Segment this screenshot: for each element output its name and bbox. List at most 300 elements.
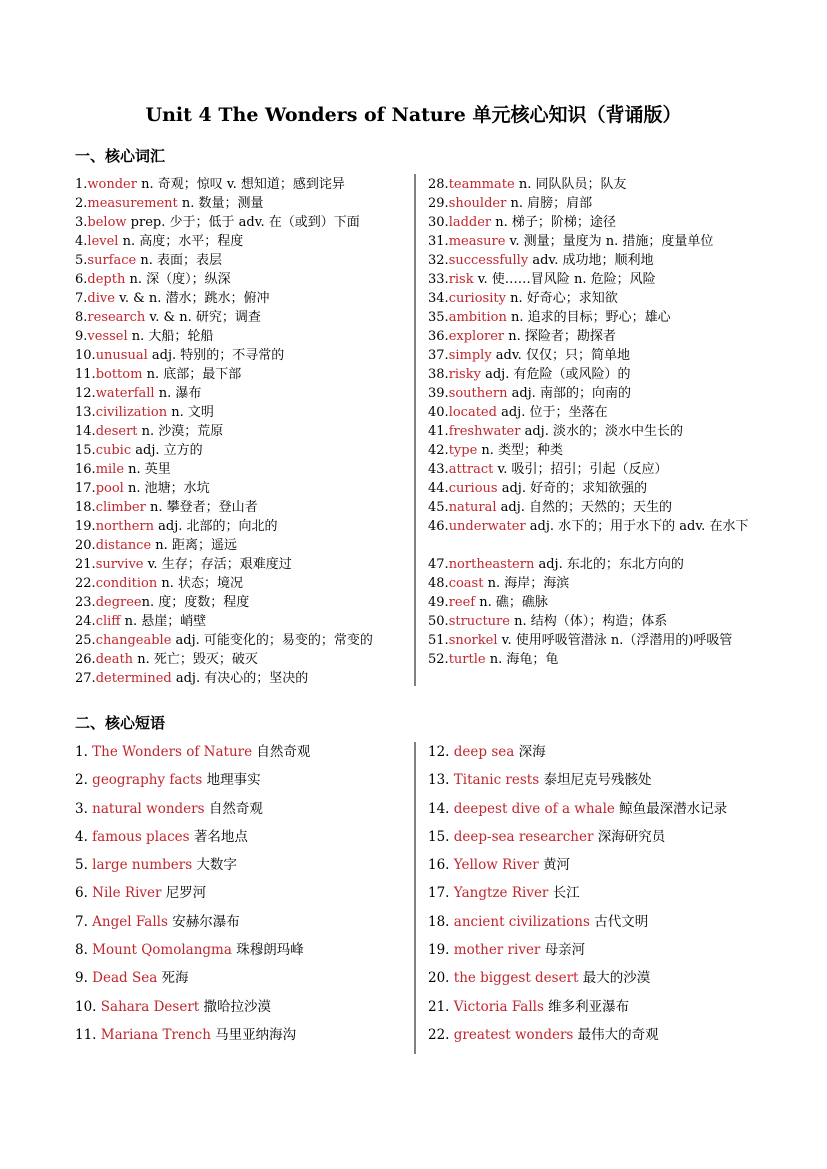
vocab-definition: adj. 可能变化的；易变的；常变的 xyxy=(171,633,373,648)
vocab-definition: n. 死亡；毁灭；破灭 xyxy=(133,652,258,667)
vocab-definition: n. 距离；遥远 xyxy=(151,538,237,553)
vocab-definition: v. 使用呼吸管潜泳 n.（浮潜用的)呼吸管 xyxy=(497,633,733,648)
item-number: 48. xyxy=(428,576,449,591)
vocab-item xyxy=(75,555,410,574)
vocab-item xyxy=(75,213,410,232)
vocab-definition: adj. 有决心的；坚决的 xyxy=(171,671,309,686)
vocab-definition: adj. 南部的；向南的 xyxy=(507,386,631,401)
vocab-column-left xyxy=(75,175,410,688)
vocab-word: freshwater xyxy=(448,424,521,439)
vocab-item xyxy=(75,175,410,194)
vocab-word: shoulder xyxy=(448,196,507,211)
vocab-definition: adj. 北部的；向北的 xyxy=(153,519,278,534)
vocab-word: risk xyxy=(448,272,474,287)
vocab-word: northern xyxy=(95,519,154,534)
item-number: 5. xyxy=(75,253,88,268)
vocab-word: teammate xyxy=(448,177,515,192)
vocab-item xyxy=(428,327,758,346)
column-divider xyxy=(414,174,416,686)
vocab-word: ladder xyxy=(448,215,492,230)
item-number: 24. xyxy=(75,614,96,629)
vocab-word: southern xyxy=(448,386,508,401)
vocab-word: type xyxy=(448,443,478,458)
item-number: 10. xyxy=(75,348,96,363)
phrase-meaning: 撒哈拉沙漠 xyxy=(199,998,272,1015)
vocab-word: level xyxy=(87,234,119,249)
vocab-word: explorer xyxy=(448,329,505,344)
phrase-item xyxy=(75,997,410,1025)
phrase-item xyxy=(75,883,410,911)
vocab-word: condition xyxy=(95,576,158,591)
vocab-item xyxy=(428,175,758,194)
phrase-column-left xyxy=(75,742,410,1053)
vocab-word: survive xyxy=(95,557,144,572)
vocab-word: death xyxy=(95,652,134,667)
item-number: 43. xyxy=(428,462,449,477)
vocab-word: mile xyxy=(95,462,125,477)
vocab-definition: n. 攀登者；登山者 xyxy=(145,500,258,515)
item-number: 38. xyxy=(428,367,449,382)
phrase-text: Mariana Trench xyxy=(100,1026,211,1043)
vocab-definition: n. 海岸；海滨 xyxy=(483,576,570,591)
vocab-definition: n. 沙漠；荒原 xyxy=(137,424,224,439)
vocab-item xyxy=(428,612,758,631)
item-number: 17. xyxy=(75,481,96,496)
vocab-item xyxy=(428,289,758,308)
vocab-item xyxy=(428,308,758,327)
vocab-word: cubic xyxy=(95,443,132,458)
phrase-text: Sahara Desert xyxy=(100,998,200,1015)
vocab-definition: adv. 成功地；顺利地 xyxy=(528,253,654,268)
vocab-definition: n. 底部；最下部 xyxy=(142,367,242,382)
item-number: 42. xyxy=(428,443,449,458)
phrase-item xyxy=(75,742,410,770)
vocab-definition: n. 高度；水平；程度 xyxy=(118,234,244,249)
phrase-meaning: 安赫尔瀑布 xyxy=(167,913,240,930)
vocab-item xyxy=(428,270,758,289)
vocab-definition: n. 礁；礁脉 xyxy=(475,595,548,610)
item-number: 32. xyxy=(428,253,449,268)
vocab-item xyxy=(75,479,410,498)
vocab-definition: adj. 水下的；用于水下的 adv. 在水下 xyxy=(525,519,749,534)
phrase-meaning: 著名地点 xyxy=(189,828,248,845)
vocab-definition: n. 结构（体）；构造；体系 xyxy=(509,614,668,629)
item-number: 11. xyxy=(75,1026,101,1043)
vocab-item xyxy=(428,213,758,232)
vocab-item xyxy=(428,574,758,593)
phrase-item xyxy=(428,940,758,968)
phrase-item xyxy=(428,742,758,770)
vocab-definition: n. 肩膀；肩部 xyxy=(506,196,593,211)
phrase-meaning: 地理事实 xyxy=(202,772,261,789)
phrase-meaning: 自然奇观 xyxy=(204,800,263,817)
phrase-item xyxy=(428,912,758,940)
vocab-item xyxy=(428,232,758,251)
vocab-definition: v. & n. 研究；调查 xyxy=(145,310,261,325)
vocab-item xyxy=(75,650,410,669)
phrase-text: deep-sea researcher xyxy=(453,828,594,845)
vocab-item xyxy=(428,460,758,479)
item-number: 8. xyxy=(75,942,93,959)
phrase-text: deep sea xyxy=(453,744,515,760)
vocab-word: surface xyxy=(87,253,137,268)
vocab-definition: adj. 好奇的；求知欲强的 xyxy=(497,481,648,496)
vocab-definition: n. 英里 xyxy=(124,462,171,477)
vocab-item xyxy=(75,631,410,650)
vocab-word: research xyxy=(87,310,146,325)
item-number: 15. xyxy=(428,828,454,845)
item-number: 17. xyxy=(428,885,454,902)
phrase-text: geography facts xyxy=(92,772,203,789)
phrase-text: Nile River xyxy=(92,885,162,902)
vocab-definition: v. 生存；存活；艰难度过 xyxy=(143,557,292,572)
phrase-text: famous places xyxy=(92,828,190,845)
vocab-definition: n. 度；度数；程度 xyxy=(141,595,250,610)
vocab-definition: adj. 位于；坐落在 xyxy=(496,405,608,420)
phrase-meaning: 泰坦尼克号残骸处 xyxy=(539,772,652,789)
vocab-item xyxy=(428,403,758,422)
item-number: 14. xyxy=(428,800,454,817)
vocab-definition: n. 探险者；勘探者 xyxy=(504,329,616,344)
phrase-item xyxy=(75,968,410,996)
vocab-word: reef xyxy=(448,595,476,610)
phrase-text: natural wonders xyxy=(92,800,205,817)
vocab-item xyxy=(428,517,758,555)
item-number: 3. xyxy=(75,215,88,230)
phrase-text: Yellow River xyxy=(453,857,539,874)
phrase-text: Titanic rests xyxy=(453,772,540,789)
vocab-definition: n. 深（度）；纵深 xyxy=(125,272,231,287)
phrase-item xyxy=(428,855,758,883)
item-number: 50. xyxy=(428,614,449,629)
vocab-item xyxy=(75,270,410,289)
item-number: 1. xyxy=(75,744,93,760)
item-number: 13. xyxy=(428,772,454,789)
phrase-text: the biggest desert xyxy=(453,970,579,987)
column-divider xyxy=(414,742,416,1054)
vocab-item xyxy=(428,441,758,460)
item-number: 20. xyxy=(75,538,96,553)
item-number: 28. xyxy=(428,177,449,192)
phrase-text: ancient civilizations xyxy=(453,913,590,930)
vocab-word: waterfall xyxy=(95,386,155,401)
item-number: 16. xyxy=(75,462,96,477)
vocab-definition: n. 文明 xyxy=(167,405,214,420)
item-number: 9. xyxy=(75,970,93,987)
vocab-word: northeastern xyxy=(448,557,535,572)
vocab-item xyxy=(75,194,410,213)
phrase-text: Yangtze River xyxy=(453,885,549,902)
vocab-word: located xyxy=(448,405,497,420)
item-number: 2. xyxy=(75,772,93,789)
vocab-word: simply xyxy=(448,348,492,363)
vocab-word: desert xyxy=(95,424,138,439)
vocab-definition: adj. 特别的；不寻常的 xyxy=(147,348,285,363)
vocab-item xyxy=(75,460,410,479)
section-heading-phrases: 二、核心短语 xyxy=(75,714,166,732)
vocab-column-right xyxy=(428,175,758,669)
vocab-definition: n. 追求的目标；野心；雄心 xyxy=(506,310,671,325)
item-number: 21. xyxy=(75,557,96,572)
vocab-item xyxy=(428,631,758,650)
item-number: 31. xyxy=(428,234,449,249)
item-number: 20. xyxy=(428,970,454,987)
phrase-column-right xyxy=(428,742,758,1053)
phrase-meaning: 鲸鱼最深潜水记录 xyxy=(614,800,728,817)
vocab-definition: n. 梯子；阶梯；途径 xyxy=(491,215,616,230)
vocab-word: dive xyxy=(87,291,115,306)
phrase-meaning: 长江 xyxy=(548,885,580,902)
item-number: 18. xyxy=(428,913,454,930)
item-number: 14. xyxy=(75,424,96,439)
vocab-item xyxy=(75,308,410,327)
vocab-item xyxy=(75,346,410,365)
vocab-item xyxy=(428,650,758,669)
vocab-item xyxy=(428,555,758,574)
vocab-word: ambition xyxy=(448,310,507,325)
item-number: 44. xyxy=(428,481,449,496)
vocab-word: degree xyxy=(95,595,142,610)
item-number: 51. xyxy=(428,633,449,648)
item-number: 46. xyxy=(428,519,449,534)
item-number: 26. xyxy=(75,652,96,667)
phrase-text: Dead Sea xyxy=(92,970,158,987)
item-number: 7. xyxy=(75,913,93,930)
vocab-word: wonder xyxy=(87,177,137,192)
phrase-meaning: 深海 xyxy=(514,744,546,760)
item-number: 9. xyxy=(75,329,88,344)
vocab-word: unusual xyxy=(95,348,148,363)
vocab-definition: n. 表面；表层 xyxy=(136,253,222,268)
section-heading-vocab: 一、核心词汇 xyxy=(75,147,166,165)
phrase-text: mother river xyxy=(453,942,541,959)
vocab-item xyxy=(75,422,410,441)
vocab-word: structure xyxy=(448,614,510,629)
vocab-item xyxy=(428,384,758,403)
vocab-definition: v. 测量；量度为 n. 措施；度量单位 xyxy=(505,234,714,249)
vocab-item xyxy=(75,574,410,593)
phrase-meaning: 最大的沙漠 xyxy=(578,970,651,987)
item-number: 12. xyxy=(428,744,454,760)
vocab-word: bottom xyxy=(95,367,143,382)
phrase-item xyxy=(75,940,410,968)
phrase-item xyxy=(428,883,758,911)
item-number: 8. xyxy=(75,310,88,325)
item-number: 41. xyxy=(428,424,449,439)
vocab-word: below xyxy=(87,215,127,230)
vocab-item xyxy=(428,593,758,612)
item-number: 34. xyxy=(428,291,449,306)
vocab-word: vessel xyxy=(87,329,128,344)
item-number: 5. xyxy=(75,857,93,874)
vocab-definition: n. 悬崖；峭壁 xyxy=(120,614,207,629)
vocab-item xyxy=(75,232,410,251)
item-number: 10. xyxy=(75,998,101,1015)
item-number: 1. xyxy=(75,177,88,192)
vocab-word: determined xyxy=(95,671,172,686)
vocab-word: civilization xyxy=(95,405,168,420)
vocab-word: attract xyxy=(448,462,494,477)
vocab-definition: adj. 有危险（或风险）的 xyxy=(480,367,631,382)
phrase-text: Angel Falls xyxy=(92,913,168,930)
vocab-word: curiosity xyxy=(448,291,506,306)
vocab-item xyxy=(428,365,758,384)
vocab-item xyxy=(75,612,410,631)
phrase-item xyxy=(75,827,410,855)
item-number: 15. xyxy=(75,443,96,458)
phrase-item xyxy=(428,997,758,1025)
vocab-item xyxy=(75,289,410,308)
item-number: 27. xyxy=(75,671,96,686)
vocab-word: climber xyxy=(95,500,146,515)
item-number: 4. xyxy=(75,234,88,249)
phrase-meaning: 黄河 xyxy=(538,857,570,874)
phrase-meaning: 母亲河 xyxy=(540,942,586,959)
vocab-definition: n. 类型；种类 xyxy=(477,443,564,458)
vocab-item xyxy=(75,327,410,346)
phrase-meaning: 大数字 xyxy=(192,857,237,874)
item-number: 4. xyxy=(75,828,93,845)
vocab-word: curious xyxy=(448,481,498,496)
phrase-item xyxy=(428,1025,758,1053)
phrase-item xyxy=(75,912,410,940)
vocab-word: risky xyxy=(448,367,481,382)
page-title: Unit 4 The Wonders of Nature 单元核心知识（背诵版） xyxy=(145,104,682,126)
vocab-definition: prep. 少于；低于 adv. 在（或到）下面 xyxy=(126,215,360,230)
item-number: 36. xyxy=(428,329,449,344)
phrase-item xyxy=(75,855,410,883)
phrase-text: Victoria Falls xyxy=(453,998,544,1015)
vocab-item xyxy=(428,479,758,498)
phrase-item xyxy=(75,799,410,827)
item-number: 18. xyxy=(75,500,96,515)
item-number: 25. xyxy=(75,633,96,648)
item-number: 19. xyxy=(75,519,96,534)
phrase-meaning: 自然奇观 xyxy=(252,744,311,760)
vocab-word: depth xyxy=(87,272,126,287)
phrase-meaning: 维多利亚瀑布 xyxy=(543,998,630,1015)
item-number: 16. xyxy=(428,857,454,874)
phrase-meaning: 死海 xyxy=(157,970,189,987)
vocab-word: turtle xyxy=(448,652,486,667)
item-number: 30. xyxy=(428,215,449,230)
item-number: 2. xyxy=(75,196,88,211)
phrase-item xyxy=(75,1025,410,1053)
vocab-item xyxy=(428,194,758,213)
item-number: 6. xyxy=(75,272,88,287)
vocab-definition: n. 海龟；龟 xyxy=(485,652,559,667)
phrase-item xyxy=(428,799,758,827)
item-number: 45. xyxy=(428,500,449,515)
vocab-item xyxy=(75,403,410,422)
vocab-word: snorkel xyxy=(448,633,498,648)
vocab-item xyxy=(75,669,410,688)
phrase-item xyxy=(428,968,758,996)
vocab-definition: n. 大船；轮船 xyxy=(127,329,214,344)
item-number: 49. xyxy=(428,595,449,610)
vocab-word: measurement xyxy=(87,196,178,211)
phrase-text: Mount Qomolangma xyxy=(92,942,232,959)
item-number: 11. xyxy=(75,367,96,382)
vocab-definition: v. 吸引；招引；引起（反应） xyxy=(493,462,668,477)
item-number: 39. xyxy=(428,386,449,401)
vocab-definition: adv. 仅仅；只；简单地 xyxy=(491,348,630,363)
item-number: 12. xyxy=(75,386,96,401)
item-number: 19. xyxy=(428,942,454,959)
vocab-definition: n. 同队队员；队友 xyxy=(514,177,627,192)
vocab-definition: v. 使……冒风险 n. 危险；风险 xyxy=(473,272,656,287)
phrase-item xyxy=(428,827,758,855)
vocab-definition: v. & n. 潜水；跳水；俯冲 xyxy=(114,291,270,306)
item-number: 21. xyxy=(428,998,454,1015)
vocab-definition: n. 状态；境况 xyxy=(157,576,244,591)
phrase-meaning: 深海研究员 xyxy=(593,828,666,845)
item-number: 29. xyxy=(428,196,449,211)
vocab-item xyxy=(75,384,410,403)
vocab-item xyxy=(75,365,410,384)
phrase-item xyxy=(75,770,410,798)
phrase-meaning: 珠穆朗玛峰 xyxy=(231,942,304,959)
vocab-word: distance xyxy=(95,538,152,553)
item-number: 7. xyxy=(75,291,88,306)
vocab-item xyxy=(75,498,410,517)
vocab-word: successfully xyxy=(448,253,529,268)
vocab-word: cliff xyxy=(95,614,121,629)
item-number: 35. xyxy=(428,310,449,325)
vocab-definition: n. 池塘；水坑 xyxy=(123,481,210,496)
item-number: 23. xyxy=(75,595,96,610)
vocab-word: pool xyxy=(95,481,124,496)
vocab-item xyxy=(428,422,758,441)
item-number: 3. xyxy=(75,800,93,817)
phrase-text: greatest wonders xyxy=(453,1026,574,1043)
vocab-item xyxy=(75,536,410,555)
phrase-text: large numbers xyxy=(92,857,193,874)
vocab-word: natural xyxy=(448,500,497,515)
vocab-definition: adj. 东北的；东北方向的 xyxy=(534,557,684,572)
vocab-word: measure xyxy=(448,234,506,249)
vocab-item xyxy=(428,346,758,365)
vocab-item xyxy=(428,498,758,517)
item-number: 52. xyxy=(428,652,449,667)
item-number: 40. xyxy=(428,405,449,420)
vocab-item xyxy=(75,251,410,270)
item-number: 33. xyxy=(428,272,449,287)
vocab-item xyxy=(428,251,758,270)
vocab-definition: n. 数量；测量 xyxy=(177,196,264,211)
vocab-word: coast xyxy=(448,576,484,591)
phrase-meaning: 古代文明 xyxy=(589,913,649,930)
item-number: 22. xyxy=(75,576,96,591)
item-number: 47. xyxy=(428,557,449,572)
vocab-item xyxy=(75,517,410,536)
item-number: 37. xyxy=(428,348,449,363)
item-number: 6. xyxy=(75,885,93,902)
item-number: 22. xyxy=(428,1026,454,1043)
vocab-word: underwater xyxy=(448,519,526,534)
item-number: 13. xyxy=(75,405,96,420)
phrase-meaning: 尼罗河 xyxy=(161,885,207,902)
vocab-definition: n. 瀑布 xyxy=(154,386,202,401)
vocab-item xyxy=(75,593,410,612)
vocab-definition: n. 好奇心；求知欲 xyxy=(505,291,618,306)
phrase-item xyxy=(428,770,758,798)
vocab-definition: adj. 立方的 xyxy=(131,443,203,458)
vocab-definition: adj. 淡水的；淡水中生长的 xyxy=(520,424,683,439)
phrase-text: The Wonders of Nature xyxy=(92,744,253,760)
vocab-definition: adj. 自然的；天然的；天生的 xyxy=(496,500,673,515)
vocab-definition: n. 奇观；惊叹 v. 想知道；感到诧异 xyxy=(136,177,345,192)
